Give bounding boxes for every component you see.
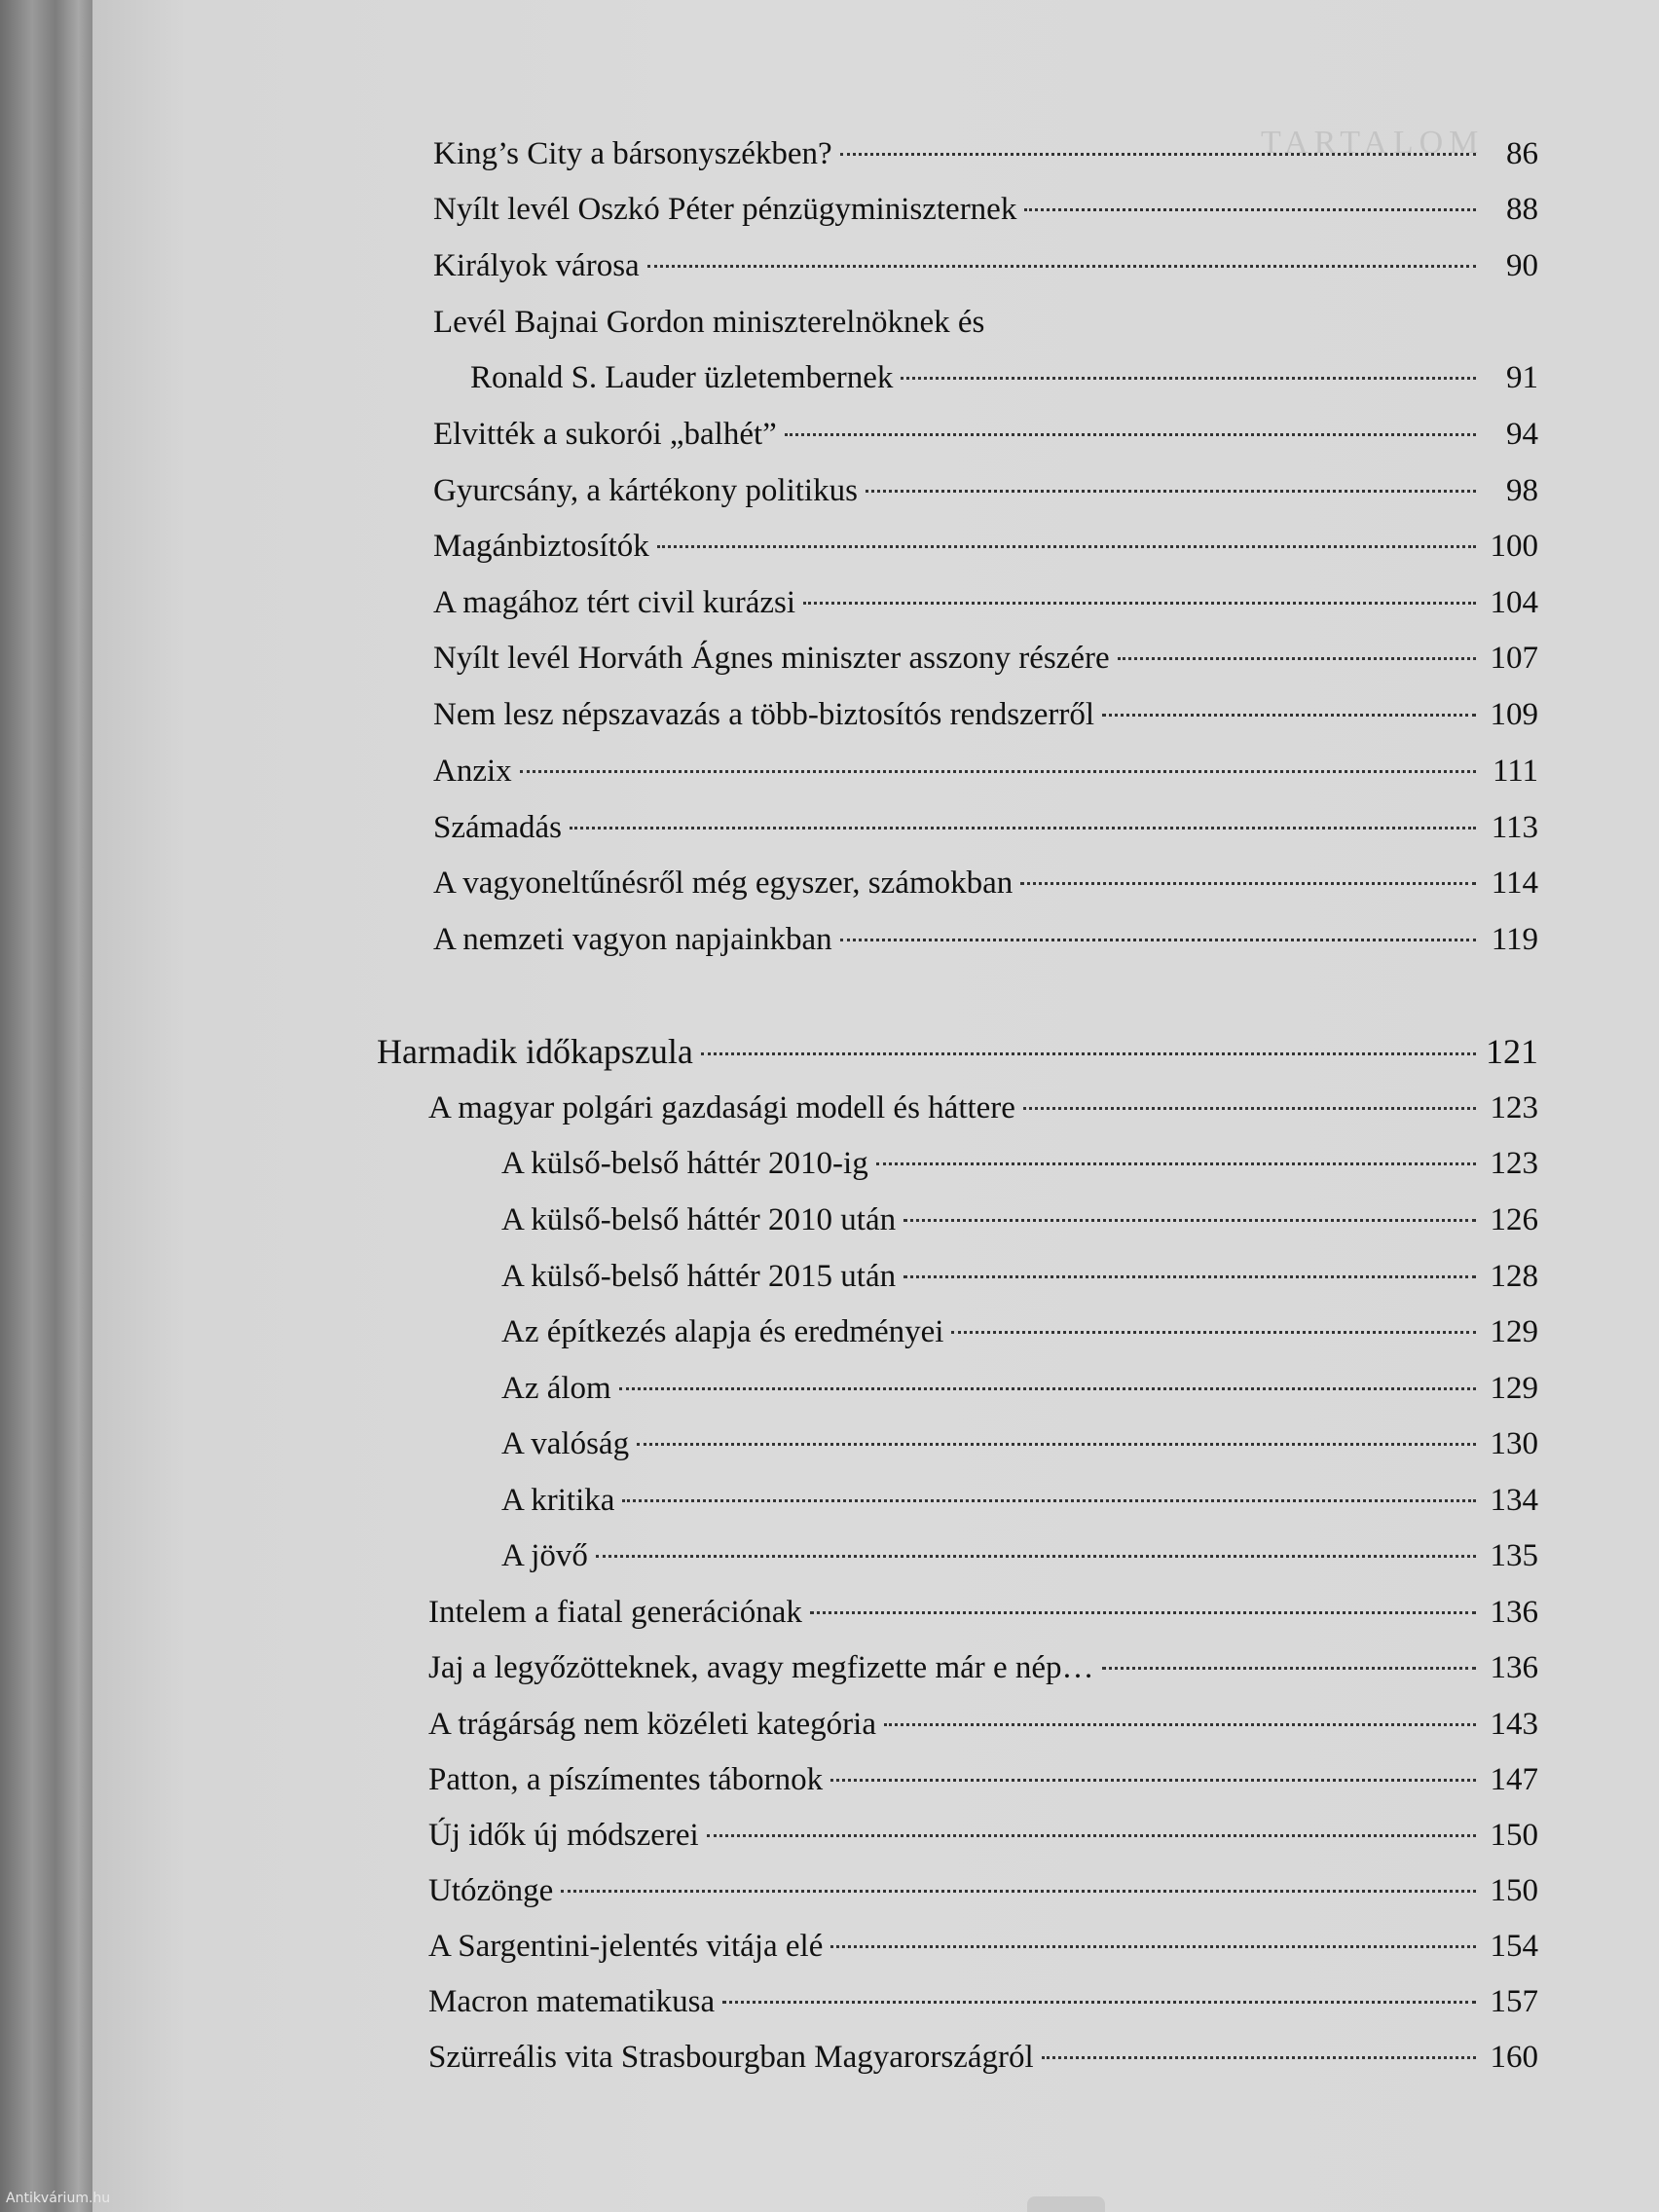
toc-entry-page: 136 — [1490, 1650, 1538, 1685]
toc-entry-page: 109 — [1490, 697, 1538, 732]
toc-entry-title: King’s City a bársonyszékben? — [433, 136, 832, 171]
toc-entry-page: 104 — [1490, 585, 1538, 620]
page-number-fragment — [1027, 2196, 1105, 2212]
toc-entry — [433, 806, 1538, 849]
toc-entry-page: 147 — [1490, 1762, 1538, 1797]
toc-entry-title: Levél Bajnai Gordon miniszterelnöknek és — [433, 305, 985, 340]
toc-section-heading — [377, 1030, 1538, 1073]
toc-entry-page: 119 — [1491, 922, 1538, 957]
toc-entry-title: Jaj a legyőzötteknek, avagy megfizette már e nép… — [428, 1650, 1094, 1685]
toc-subentry — [501, 1367, 1538, 1410]
toc-leader-dots — [840, 939, 1476, 941]
toc-entry-title: A valóság — [501, 1426, 630, 1461]
table-of-contents — [92, 0, 1659, 2212]
toc-entry — [433, 750, 1538, 793]
toc-entry — [428, 1869, 1538, 1912]
toc-entry — [428, 1758, 1538, 1801]
toc-entry-title: Patton, a píszímentes tábornok — [428, 1762, 824, 1797]
toc-entry — [470, 356, 1538, 399]
toc-entry-page: 135 — [1490, 1538, 1538, 1573]
toc-entry-page: 129 — [1490, 1314, 1538, 1349]
toc-entry-page: 130 — [1490, 1426, 1538, 1461]
toc-leader-dots — [951, 1331, 1476, 1334]
toc-leader-dots — [1102, 714, 1476, 717]
toc-leader-dots — [596, 1555, 1476, 1558]
toc-entry-page: 100 — [1490, 529, 1538, 564]
toc-entry-title: A nemzeti vagyon napjainkban — [433, 922, 832, 957]
toc-entry-page: 123 — [1490, 1090, 1538, 1125]
toc-subentry — [501, 1310, 1538, 1353]
toc-subentry — [501, 1479, 1538, 1522]
toc-leader-dots — [830, 1945, 1476, 1948]
toc-entry-page: 150 — [1490, 1818, 1538, 1853]
toc-entry-page: 121 — [1486, 1032, 1538, 1071]
toc-entry-title: Az álom — [501, 1371, 611, 1406]
toc-leader-dots — [707, 1834, 1476, 1837]
toc-entry-title: Elvitték a sukorói „balhét” — [433, 417, 777, 452]
toc-entry — [433, 525, 1538, 568]
toc-entry-page: 128 — [1490, 1259, 1538, 1294]
toc-entry — [433, 244, 1538, 287]
toc-entry-title: Intelem a fiatal generációnak — [428, 1595, 802, 1630]
toc-entry — [433, 637, 1538, 680]
toc-entry-page: 160 — [1490, 2040, 1538, 2075]
book-page — [92, 0, 1659, 2212]
toc-entry-page: 129 — [1490, 1371, 1538, 1406]
toc-subentry — [501, 1422, 1538, 1465]
toc-leader-dots — [647, 265, 1476, 268]
toc-leader-dots — [561, 1890, 1476, 1893]
toc-entry — [433, 132, 1538, 175]
toc-entry-title: Számadás — [433, 810, 562, 845]
toc-leader-dots — [803, 602, 1476, 605]
toc-leader-dots — [1020, 882, 1476, 885]
toc-entry-title: Az építkezés alapja és eredményei — [501, 1314, 944, 1349]
toc-leader-dots — [701, 1052, 1476, 1055]
toc-leader-dots — [1102, 1667, 1476, 1670]
toc-entry-title: A külső-belső háttér 2015 után — [501, 1259, 897, 1294]
toc-entry-title: Macron matematikusa — [428, 1984, 716, 2019]
toc-leader-dots — [1023, 1107, 1476, 1110]
toc-subentry — [501, 1255, 1538, 1298]
toc-entry — [428, 1591, 1538, 1634]
toc-entry — [433, 581, 1538, 624]
toc-leader-dots — [520, 770, 1476, 773]
toc-entry-page: 107 — [1490, 641, 1538, 676]
toc-entry — [433, 413, 1538, 456]
toc-entry-page: 143 — [1490, 1707, 1538, 1742]
toc-leader-dots — [722, 2001, 1476, 2004]
toc-entry-title: A jövő — [501, 1538, 588, 1573]
toc-subentry — [501, 1198, 1538, 1241]
toc-leader-dots — [657, 545, 1476, 548]
watermark: Antikvárium.hu — [6, 2191, 111, 2206]
toc-leader-dots — [622, 1499, 1476, 1502]
toc-entry-title: Nyílt levél Oszkó Péter pénzügyminiszternek — [433, 192, 1017, 227]
toc-entry — [433, 693, 1538, 736]
toc-entry-page: 113 — [1491, 810, 1538, 845]
toc-entry-page: 88 — [1506, 192, 1538, 227]
toc-leader-dots — [810, 1611, 1476, 1614]
toc-leader-dots — [619, 1387, 1476, 1390]
toc-entry — [428, 1925, 1538, 1968]
toc-entry-title: Nyílt levél Horváth Ágnes miniszter asszony részére — [433, 641, 1110, 676]
toc-leader-dots — [903, 1275, 1476, 1278]
toc-entry-title: A Sargentini-jelentés vitája elé — [428, 1929, 824, 1964]
toc-entry-title: Nem lesz népszavazás a több-biztosítós rendszerről — [433, 697, 1094, 732]
toc-entry-title: A külső-belső háttér 2010 után — [501, 1202, 897, 1237]
toc-entry-page: 126 — [1490, 1202, 1538, 1237]
toc-entry — [433, 918, 1538, 961]
toc-entry-page: 86 — [1506, 136, 1538, 171]
toc-entry-page: 114 — [1491, 866, 1538, 901]
toc-entry-title: A kritika — [501, 1483, 615, 1518]
toc-entry-page: 157 — [1490, 1984, 1538, 2019]
toc-entry — [433, 301, 1538, 344]
toc-entry-title: Új idők új módszerei — [428, 1818, 699, 1853]
toc-entry-page: 123 — [1490, 1146, 1538, 1181]
toc-entry-title: Anzix — [433, 754, 512, 789]
toc-entry-page: 91 — [1506, 360, 1538, 395]
toc-leader-dots — [1042, 2056, 1476, 2059]
toc-entry — [433, 469, 1538, 512]
toc-entry-title: A magához tért civil kurázsi — [433, 585, 796, 620]
toc-leader-dots — [1024, 208, 1476, 211]
toc-subentry — [501, 1534, 1538, 1577]
toc-entry-title: Harmadik időkapszula — [377, 1032, 693, 1071]
bleed-through-heading: TARTALOM — [1261, 125, 1485, 161]
toc-leader-dots — [840, 153, 1476, 156]
toc-leader-dots — [903, 1219, 1476, 1222]
toc-entry-title: A külső-belső háttér 2010-ig — [501, 1146, 868, 1181]
toc-leader-dots — [901, 377, 1476, 380]
toc-leader-dots — [637, 1443, 1476, 1446]
toc-entry-title: Szürreális vita Strasbourgban Magyarországról — [428, 2040, 1034, 2075]
toc-entry-page: 134 — [1490, 1483, 1538, 1518]
toc-entry — [428, 1703, 1538, 1746]
toc-entry — [428, 1814, 1538, 1857]
toc-subentry — [501, 1142, 1538, 1185]
toc-leader-dots — [866, 490, 1476, 493]
toc-entry — [428, 1087, 1538, 1129]
toc-entry-title: Ronald S. Lauder üzletembernek — [470, 360, 894, 395]
toc-entry-title: Utózönge — [428, 1873, 554, 1908]
toc-entry-page: 154 — [1490, 1929, 1538, 1964]
toc-entry-title: A magyar polgári gazdasági modell és háttere — [428, 1090, 1015, 1125]
toc-entry-title: Gyurcsány, a kártékony politikus — [433, 473, 858, 508]
toc-entry — [428, 1980, 1538, 2023]
toc-leader-dots — [570, 827, 1476, 830]
book-spine — [0, 0, 92, 2212]
toc-entry — [433, 862, 1538, 904]
toc-leader-dots — [876, 1162, 1476, 1165]
toc-entry — [433, 188, 1538, 231]
toc-entry-title: Magánbiztosítók — [433, 529, 649, 564]
toc-entry-page: 98 — [1506, 473, 1538, 508]
toc-entry-title: A vagyoneltűnésről még egyszer, számokban — [433, 866, 1014, 901]
toc-entry-title: A trágárság nem közéleti kategória — [428, 1707, 876, 1742]
toc-entry-page: 111 — [1492, 754, 1538, 789]
toc-entry-page: 90 — [1506, 248, 1538, 283]
toc-leader-dots — [830, 1779, 1476, 1782]
toc-leader-dots — [1118, 657, 1476, 660]
toc-leader-dots — [884, 1723, 1476, 1726]
toc-entry-page: 136 — [1490, 1595, 1538, 1630]
toc-entry-title: Királyok városa — [433, 248, 640, 283]
toc-entry-page: 94 — [1506, 417, 1538, 452]
toc-entry — [428, 2036, 1538, 2079]
toc-leader-dots — [785, 433, 1476, 436]
toc-entry-page: 150 — [1490, 1873, 1538, 1908]
toc-entry — [428, 1646, 1538, 1689]
